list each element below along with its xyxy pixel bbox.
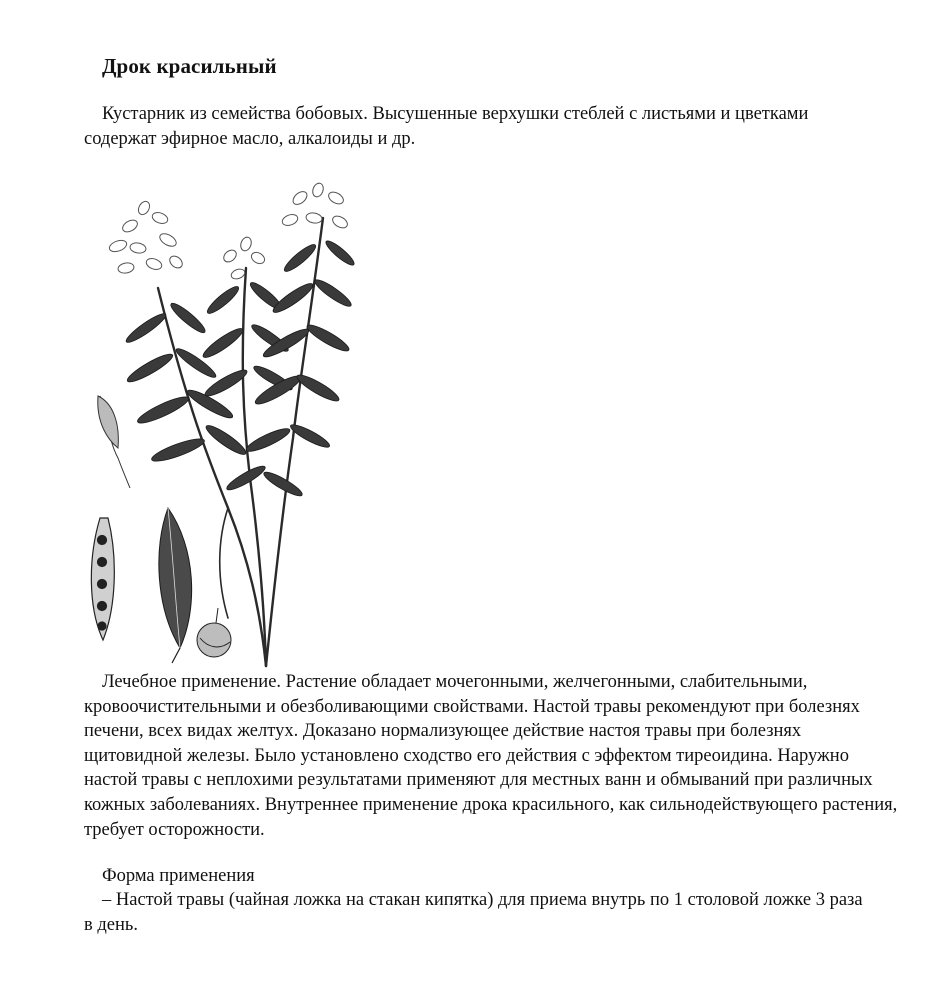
plant-drawing [78,178,358,670]
single-leaf [159,508,192,663]
seed-pod [91,518,114,640]
article-title: Дрок красильный [102,54,277,78]
medical-use-paragraph: Лечебное применение. Растение обладает мочегонными, желчегонными, слабительными, кровоочистительными и обезболивающими свойствами. Настой травы рекомендуют при болезнях печени, всех видах желтух. Доказано нормализующее действие настоя травы при болезнях щитовидной железы. Было установлено сходство его действия с эффектом тиреоидина. Наружно настой травы с неплохими результатами применяют для местных ванн и обмываний при различных кожных заболеваниях. Внутреннее применение дрока красильного, как сильнодействующего растения, требует осторожности. [84,672,898,840]
flowers [108,182,350,281]
form-item: – Настой травы (чайная ложка на стакан кипятка) для приема внутрь по 1 столовой ложке 3 раза в день. [84,890,863,935]
plant-illustration [78,178,358,670]
intro-paragraph: Кустарник из семейства бобовых. Высушенные верхушки стеблей с листьями и цветками содержат эфирное масло, алкалоиды и др. [84,104,809,149]
seed [197,608,231,657]
form-heading: Форма применения [102,866,255,886]
flower-detail [98,396,130,488]
